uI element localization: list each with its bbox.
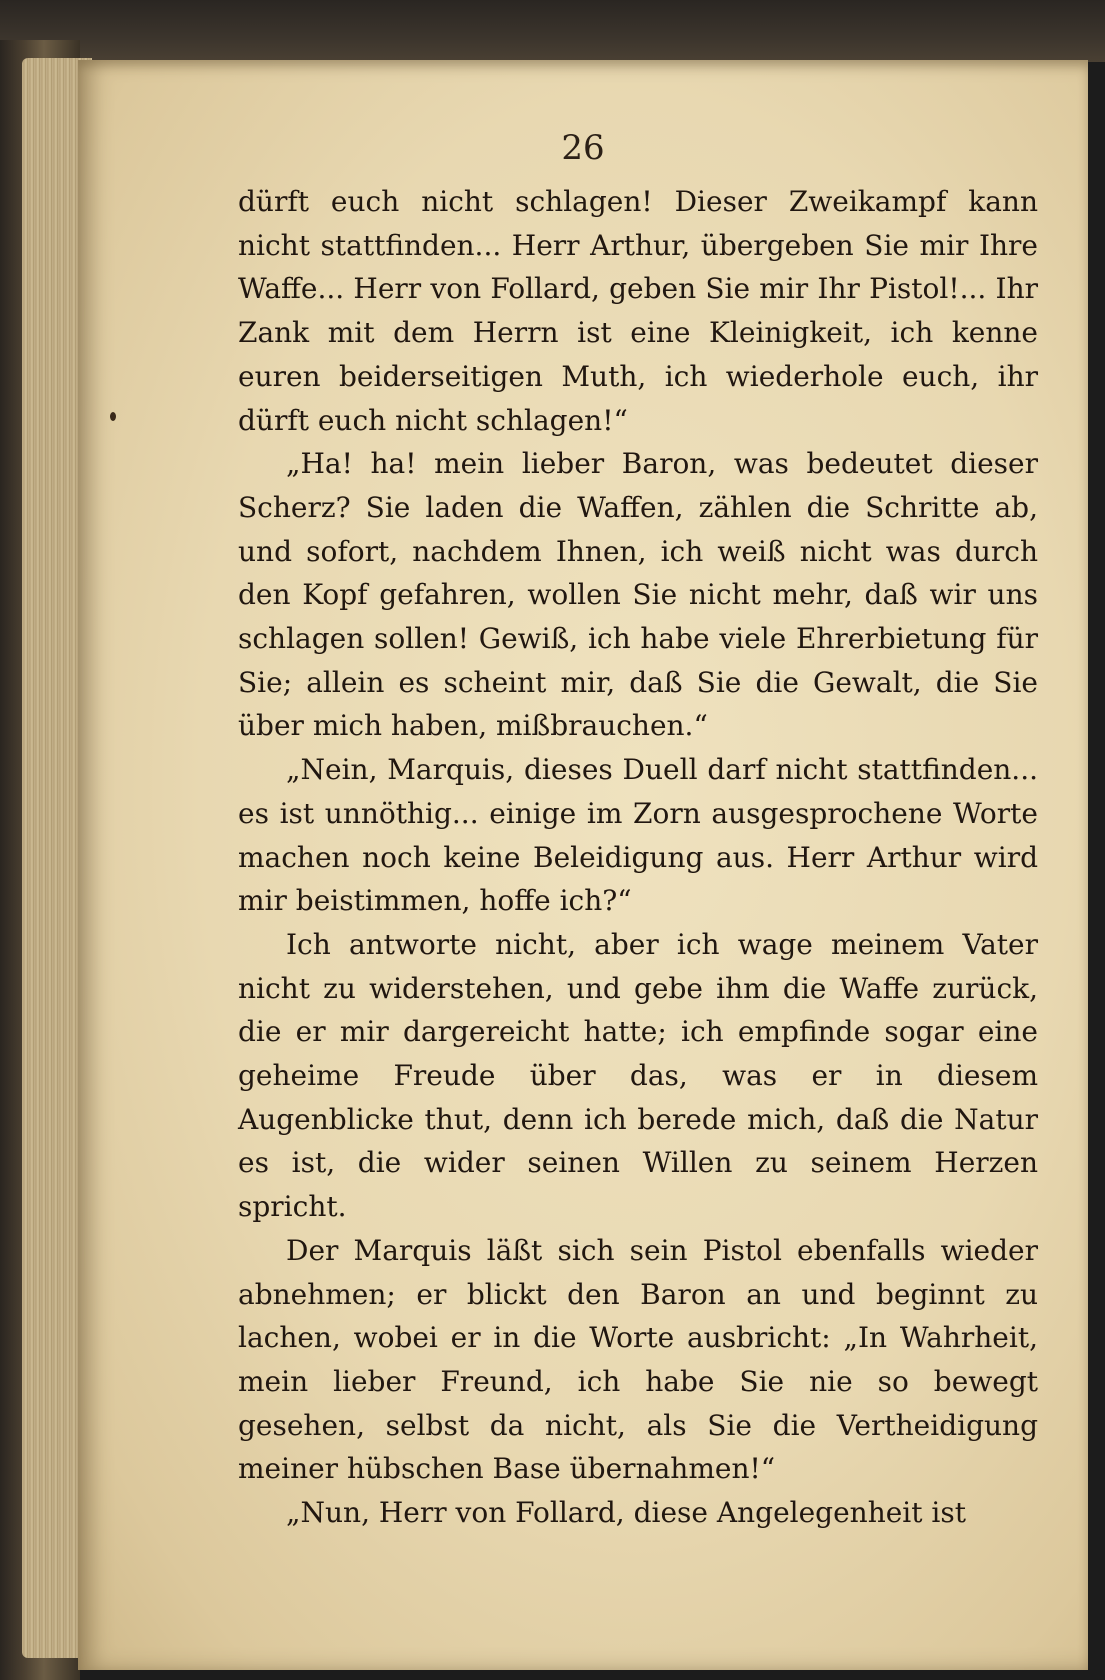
book-page [78, 60, 1088, 1670]
page-number: 26 [561, 128, 605, 168]
body-text [238, 180, 1038, 1535]
paragraph: dürft euch nicht schlagen! Dieser Zweikampf kann nicht stattfinden... Herr Arthur, übergeben Sie mir Ihre Waffe... Herr von Follard, geben Sie mir Ihr Pistol!... Ihr Zank mit dem Herrn ist eine Kleinigkeit, ich kenne euren beiderseitigen Muth, ich wiederhole euch, ihr dürft euch nicht schlagen!“ [238, 185, 1038, 437]
book-cover-top-edge [0, 0, 1105, 62]
ink-speck [110, 412, 116, 421]
paragraph: „Ha! ha! mein lieber Baron, was bedeutet dieser Scherz? Sie laden die Waffen, zählen die Schritte ab, und sofort, nachdem Ihnen, ich weiß nicht was durch den Kopf gefahren, wollen Sie nicht mehr, daß wir uns schlagen sollen! Gewiß, ich habe viele Ehrerbietung für Sie; allein es scheint mir, daß Sie die Gewalt, die Sie über mich haben, mißbrauchen.“ [238, 447, 1038, 743]
paragraph: Der Marquis läßt sich sein Pistol ebenfalls wieder abnehmen; er blickt den Baron an und beginnt zu lachen, wobei er in die Worte ausbricht: „In Wahrheit, mein lieber Freund, ich habe Sie nie so bewegt gesehen, selbst da nicht, als Sie die Vertheidigung meiner hübschen Base übernahmen!“ [238, 1233, 1038, 1486]
paragraph: Ich antworte nicht, aber ich wage meinem Vater nicht zu widerstehen, und gebe ihm die Waffe zurück, die er mir dargereicht hatte; ich empfinde sogar eine geheime Freude über das, was er in diesem Augenblicke thut, denn ich berede mich, daß die Natur es ist, die wider seinen Willen zu seinem Herzen spricht. [238, 927, 1038, 1224]
paragraph: „Nun, Herr von Follard, diese Angelegenheit ist [286, 1496, 966, 1530]
paragraph: „Nein, Marquis, dieses Duell darf nicht stattfinden... es ist unnöthig... einige im Zorn ausgesprochene Worte machen noch keine Beleidigung aus. Herr Arthur wird mir beistimmen, hoffe ich?“ [238, 753, 1038, 918]
